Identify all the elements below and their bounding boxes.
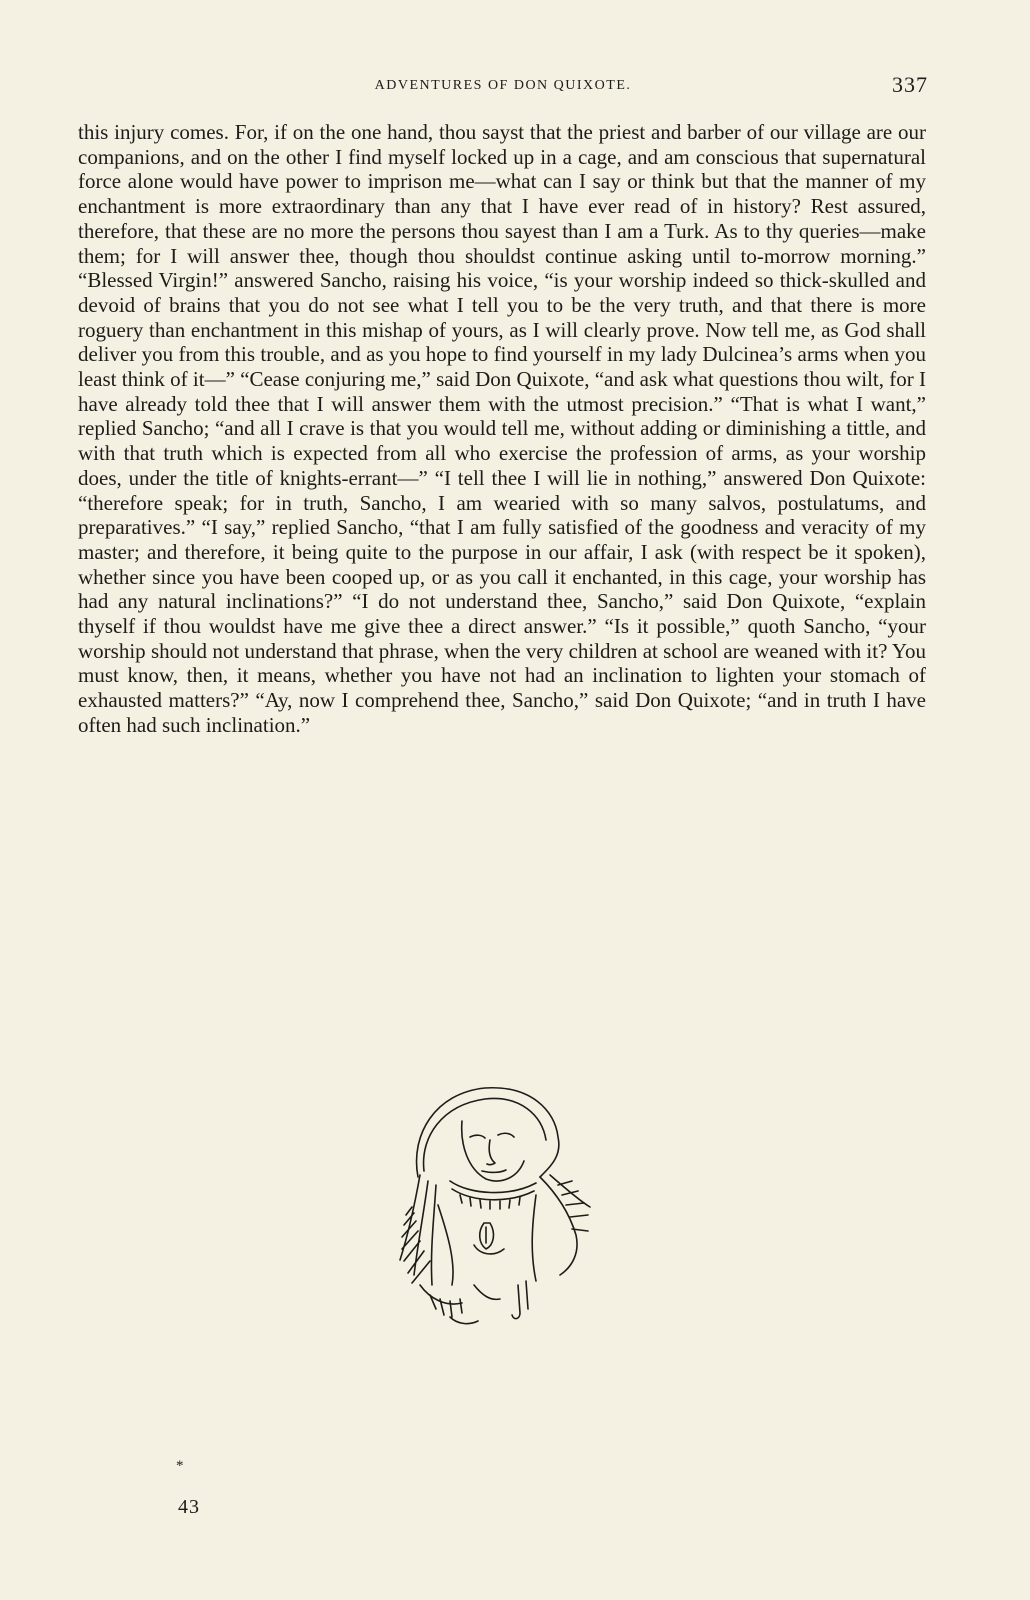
signature-number: 43: [178, 1496, 200, 1518]
signature-mark: *: [176, 1458, 184, 1474]
page-header: [78, 72, 928, 102]
running-title: ADVENTURES OF DON QUIXOTE.: [374, 78, 632, 93]
hooded-woman-engraving-icon: [390, 1085, 620, 1330]
body-paragraph: this injury comes. For, if on the one hand, thou sayst that the priest and barber of our village are our companions, and on the other I find myself locked up in a cage, and am conscious that supernatural force alone would have power to imprison me—what can I say or think but that the manner of my enchantment is more extraordinary than any that I have ever read of in history? Rest assured, therefore, that these are no more the persons thou sayest than I am a Turk. As to thy queries—make them; for I will answer thee, though thou shouldst continue asking until to-morrow morning.” “Blessed Virgin!” answered Sancho, raising his voice, “is your worship indeed so thick-skulled and devoid of brains that you do not see what I tell you to be the very truth, and that there is more roguery than enchantment in this mishap of yours, as I will clearly prove. Now tell me, as God shall deliver you from this trouble, and as you hope to find yourself in my lady Dulcinea’s arms when you least think of it—” “Cease conjuring me,” said Don Quixote, “and ask what questions thou wilt, for I have already told thee that I will answer them with the utmost precision.” “That is what I want,” replied Sancho; “and all I crave is that you would tell me, without adding or diminishing a tittle, and with that truth which is expected from all who exercise the profession of arms, as your worship does, under the title of knights-errant—” “I tell thee I will lie in nothing,” answered Don Quixote: “therefore speak; for in truth, Sancho, I am wearied with so many salvos, postulatums, and preparatives.” “I say,” replied Sancho, “that I am fully satisfied of the goodness and veracity of my master; and therefore, it being quite to the purpose in our affair, I ask (with respect be it spoken), whether since you have been cooped up, or as you call it enchanted, in this cage, your worship has had any natural inclinations?” “I do not understand thee, Sancho,” said Don Quixote, “explain thyself if thou wouldst have me give thee a direct answer.” “Is it possible,” quoth Sancho, “your worship should not understand that phrase, when the very children at school are weaned with it? You must know, then, it means, whether you have not had an inclination to lighten your stomach of exhausted matters?” “Ay, now I comprehend thee, Sancho,” said Don Quixote; “and in truth I have often had such inclination.”: [78, 120, 926, 737]
page-number: 337: [892, 72, 928, 97]
